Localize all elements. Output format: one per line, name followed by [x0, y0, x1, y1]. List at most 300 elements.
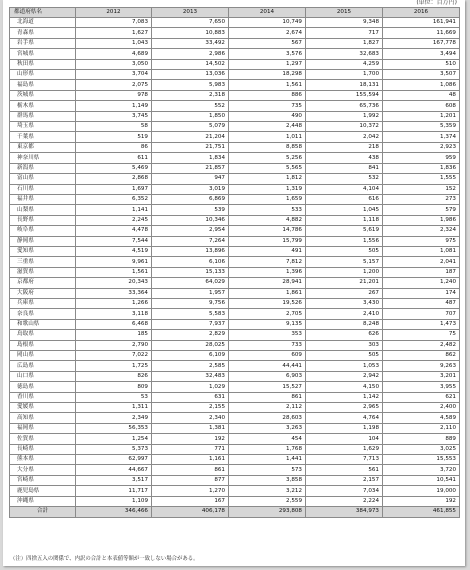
value-cell-2016: 15,553	[383, 455, 460, 465]
value-cell-2012: 1,141	[76, 205, 152, 215]
value-cell-2016: 167,778	[383, 38, 460, 48]
value-cell-2014: 573	[229, 465, 306, 475]
table-row	[10, 309, 460, 319]
table-row	[10, 455, 460, 465]
value-cell-2015: 4,764	[306, 413, 383, 423]
value-cell-2016: 1,374	[383, 132, 460, 142]
value-cell-2015: 104	[306, 434, 383, 444]
value-cell-2014: 7,812	[229, 257, 306, 267]
prefecture-cell: 静岡県	[10, 236, 76, 246]
value-cell-2015: 4,150	[306, 382, 383, 392]
table-row	[10, 257, 460, 267]
table-row	[10, 132, 460, 142]
value-cell-2013: 947	[152, 174, 229, 184]
value-cell-2016: 1,240	[383, 278, 460, 288]
value-cell-2013: 13,896	[152, 246, 229, 256]
prefecture-cell: 岐阜県	[10, 226, 76, 236]
table-row	[10, 28, 460, 38]
total-cell-2016: 461,855	[383, 507, 460, 517]
value-cell-2014: 28,603	[229, 413, 306, 423]
value-cell-2015: 21,201	[306, 278, 383, 288]
table-row	[10, 361, 460, 371]
value-cell-2014: 28,941	[229, 278, 306, 288]
value-cell-2012: 2,790	[76, 340, 152, 350]
value-cell-2013: 1,850	[152, 111, 229, 121]
value-cell-2013: 552	[152, 101, 229, 111]
table-row	[10, 184, 460, 194]
value-cell-2016: 2,110	[383, 423, 460, 433]
prefecture-cell: 宮崎県	[10, 475, 76, 485]
value-cell-2016: 2,482	[383, 340, 460, 350]
value-cell-2013: 7,937	[152, 319, 229, 329]
value-cell-2013: 10,883	[152, 28, 229, 38]
document-page	[3, 0, 465, 566]
value-cell-2016: 4,589	[383, 413, 460, 423]
prefecture-cell: 三重県	[10, 257, 76, 267]
value-cell-2012: 1,149	[76, 101, 152, 111]
table-row	[10, 205, 460, 215]
value-cell-2013: 2,986	[152, 49, 229, 59]
value-cell-2013: 33,492	[152, 38, 229, 48]
value-cell-2015: 303	[306, 340, 383, 350]
value-cell-2015: 626	[306, 330, 383, 340]
value-cell-2016: 3,201	[383, 371, 460, 381]
value-cell-2012: 33,364	[76, 288, 152, 298]
value-cell-2012: 611	[76, 153, 152, 163]
value-cell-2014: 2,448	[229, 122, 306, 132]
prefecture-cell: 栃木県	[10, 101, 76, 111]
table-row	[10, 371, 460, 381]
value-cell-2013: 167	[152, 496, 229, 506]
value-cell-2016: 1,473	[383, 319, 460, 329]
prefecture-cell: 福島県	[10, 80, 76, 90]
value-cell-2015: 1,198	[306, 423, 383, 433]
table-row	[10, 215, 460, 225]
value-cell-2012: 826	[76, 371, 152, 381]
value-cell-2013: 64,029	[152, 278, 229, 288]
value-cell-2012: 20,343	[76, 278, 152, 288]
table-row	[10, 475, 460, 485]
prefecture-cell: 高知県	[10, 413, 76, 423]
value-cell-2014: 5,256	[229, 153, 306, 163]
table-row	[10, 486, 460, 496]
table-row	[10, 163, 460, 173]
value-cell-2012: 1,254	[76, 434, 152, 444]
value-cell-2015: 561	[306, 465, 383, 475]
prefecture-cell: 島根県	[10, 340, 76, 350]
value-cell-2013: 13,036	[152, 70, 229, 80]
value-cell-2013: 1,270	[152, 486, 229, 496]
value-cell-2015: 1,045	[306, 205, 383, 215]
value-cell-2014: 8,858	[229, 142, 306, 152]
value-cell-2014: 490	[229, 111, 306, 121]
value-cell-2012: 53	[76, 392, 152, 402]
value-cell-2016: 11,669	[383, 28, 460, 38]
value-cell-2016: 3,507	[383, 70, 460, 80]
value-cell-2014: 1,441	[229, 455, 306, 465]
value-cell-2016: 975	[383, 236, 460, 246]
prefecture-cell: 福岡県	[10, 423, 76, 433]
value-cell-2016: 1,836	[383, 163, 460, 173]
value-cell-2016: 510	[383, 59, 460, 69]
table-row	[10, 319, 460, 329]
prefecture-cell: 千葉県	[10, 132, 76, 142]
value-cell-2014: 15,527	[229, 382, 306, 392]
value-cell-2013: 28,025	[152, 340, 229, 350]
table-row	[10, 496, 460, 506]
value-cell-2014: 491	[229, 246, 306, 256]
table-row	[10, 38, 460, 48]
value-cell-2012: 44,667	[76, 465, 152, 475]
value-cell-2015: 218	[306, 142, 383, 152]
value-cell-2015: 1,827	[306, 38, 383, 48]
value-cell-2013: 10,346	[152, 215, 229, 225]
prefecture-cell: 鳥取県	[10, 330, 76, 340]
value-cell-2012: 1,627	[76, 28, 152, 38]
prefecture-cell: 奈良県	[10, 309, 76, 319]
table-row	[10, 298, 460, 308]
value-cell-2012: 185	[76, 330, 152, 340]
prefecture-cell: 大阪府	[10, 288, 76, 298]
value-cell-2013: 2,829	[152, 330, 229, 340]
value-cell-2012: 978	[76, 90, 152, 100]
value-cell-2013: 1,381	[152, 423, 229, 433]
value-cell-2014: 6,903	[229, 371, 306, 381]
prefecture-data-table	[9, 7, 460, 518]
value-cell-2014: 1,297	[229, 59, 306, 69]
value-cell-2015: 717	[306, 28, 383, 38]
prefecture-cell: 和歌山県	[10, 319, 76, 329]
value-cell-2012: 1,109	[76, 496, 152, 506]
value-cell-2013: 9,756	[152, 298, 229, 308]
value-cell-2016: 959	[383, 153, 460, 163]
table-header-row	[10, 8, 460, 18]
table-row	[10, 101, 460, 111]
prefecture-cell: 長崎県	[10, 444, 76, 454]
value-cell-2013: 771	[152, 444, 229, 454]
value-cell-2015: 5,619	[306, 226, 383, 236]
value-cell-2015: 267	[306, 288, 383, 298]
value-cell-2012: 6,352	[76, 194, 152, 204]
value-cell-2012: 2,349	[76, 413, 152, 423]
value-cell-2013: 861	[152, 465, 229, 475]
prefecture-cell: 山梨県	[10, 205, 76, 215]
value-cell-2016: 621	[383, 392, 460, 402]
value-cell-2013: 5,583	[152, 309, 229, 319]
value-cell-2016: 1,555	[383, 174, 460, 184]
value-cell-2015: 1,053	[306, 361, 383, 371]
value-cell-2013: 1,161	[152, 455, 229, 465]
prefecture-cell: 佐賀県	[10, 434, 76, 444]
prefecture-cell: 鹿児島県	[10, 486, 76, 496]
value-cell-2013: 14,502	[152, 59, 229, 69]
value-cell-2015: 438	[306, 153, 383, 163]
value-cell-2014: 3,263	[229, 423, 306, 433]
value-cell-2012: 6,468	[76, 319, 152, 329]
value-cell-2014: 44,441	[229, 361, 306, 371]
value-cell-2016: 1,201	[383, 111, 460, 121]
value-cell-2014: 735	[229, 101, 306, 111]
prefecture-cell: 神奈川県	[10, 153, 76, 163]
prefecture-cell: 石川県	[10, 184, 76, 194]
value-cell-2016: 3,025	[383, 444, 460, 454]
value-cell-2013: 2,340	[152, 413, 229, 423]
value-cell-2016: 19,000	[383, 486, 460, 496]
value-cell-2013: 15,133	[152, 267, 229, 277]
value-cell-2014: 3,858	[229, 475, 306, 485]
value-cell-2015: 5,157	[306, 257, 383, 267]
value-cell-2012: 62,997	[76, 455, 152, 465]
value-cell-2015: 532	[306, 174, 383, 184]
value-cell-2016: 273	[383, 194, 460, 204]
prefecture-cell: 岡山県	[10, 351, 76, 361]
value-cell-2016: 192	[383, 496, 460, 506]
value-cell-2014: 3,576	[229, 49, 306, 59]
table-row	[10, 288, 460, 298]
value-cell-2016: 2,324	[383, 226, 460, 236]
value-cell-2016: 174	[383, 288, 460, 298]
value-cell-2012: 7,022	[76, 351, 152, 361]
value-cell-2012: 7,544	[76, 236, 152, 246]
table-row	[10, 413, 460, 423]
value-cell-2014: 886	[229, 90, 306, 100]
value-cell-2012: 3,704	[76, 70, 152, 80]
value-cell-2016: 3,955	[383, 382, 460, 392]
value-cell-2012: 4,519	[76, 246, 152, 256]
value-cell-2012: 3,118	[76, 309, 152, 319]
prefecture-cell: 山形県	[10, 70, 76, 80]
value-cell-2013: 5,983	[152, 80, 229, 90]
value-cell-2014: 1,861	[229, 288, 306, 298]
value-cell-2013: 32,483	[152, 371, 229, 381]
value-cell-2015: 1,118	[306, 215, 383, 225]
value-cell-2013: 7,264	[152, 236, 229, 246]
value-cell-2016: 579	[383, 205, 460, 215]
value-cell-2012: 5,469	[76, 163, 152, 173]
table-body	[10, 18, 460, 507]
value-cell-2013: 631	[152, 392, 229, 402]
value-cell-2015: 841	[306, 163, 383, 173]
table-row	[10, 111, 460, 121]
table-row	[10, 174, 460, 184]
prefecture-cell: 新潟県	[10, 163, 76, 173]
value-cell-2015: 1,700	[306, 70, 383, 80]
table-row	[10, 90, 460, 100]
value-cell-2013: 2,318	[152, 90, 229, 100]
value-cell-2014: 1,812	[229, 174, 306, 184]
value-cell-2015: 505	[306, 246, 383, 256]
value-cell-2016: 1,986	[383, 215, 460, 225]
value-cell-2016: 707	[383, 309, 460, 319]
value-cell-2014: 1,659	[229, 194, 306, 204]
column-header-2012: 2012	[76, 8, 152, 18]
unit-note: (単位：百万円)	[416, 0, 457, 6]
prefecture-cell: 群馬県	[10, 111, 76, 121]
value-cell-2012: 58	[76, 122, 152, 132]
table-row	[10, 49, 460, 59]
prefecture-cell: 埼玉県	[10, 122, 76, 132]
table-row	[10, 59, 460, 69]
prefecture-cell: 東京都	[10, 142, 76, 152]
prefecture-cell: 徳島県	[10, 382, 76, 392]
value-cell-2014: 1,396	[229, 267, 306, 277]
value-cell-2016: 862	[383, 351, 460, 361]
prefecture-cell: 富山県	[10, 174, 76, 184]
value-cell-2014: 19,526	[229, 298, 306, 308]
value-cell-2014: 567	[229, 38, 306, 48]
value-cell-2014: 1,768	[229, 444, 306, 454]
value-cell-2014: 1,561	[229, 80, 306, 90]
value-cell-2012: 5,373	[76, 444, 152, 454]
value-cell-2012: 86	[76, 142, 152, 152]
value-cell-2013: 2,155	[152, 403, 229, 413]
prefecture-cell: 茨城県	[10, 90, 76, 100]
footnote: （注）四捨五入の関係で、内訳の合計と本表値等額が一致しない場合がある。	[10, 556, 199, 562]
table-row	[10, 340, 460, 350]
table-row	[10, 444, 460, 454]
prefecture-cell: 秋田県	[10, 59, 76, 69]
table-row	[10, 246, 460, 256]
value-cell-2013: 1,957	[152, 288, 229, 298]
value-cell-2016: 2,400	[383, 403, 460, 413]
value-cell-2014: 1,011	[229, 132, 306, 142]
table-row	[10, 382, 460, 392]
value-cell-2015: 1,992	[306, 111, 383, 121]
value-cell-2015: 2,042	[306, 132, 383, 142]
value-cell-2013: 1,834	[152, 153, 229, 163]
prefecture-cell: 兵庫県	[10, 298, 76, 308]
value-cell-2014: 353	[229, 330, 306, 340]
total-cell-2012: 346,466	[76, 507, 152, 517]
value-cell-2013: 2,585	[152, 361, 229, 371]
value-cell-2014: 4,882	[229, 215, 306, 225]
value-cell-2015: 10,372	[306, 122, 383, 132]
value-cell-2014: 2,112	[229, 403, 306, 413]
value-cell-2012: 2,075	[76, 80, 152, 90]
value-cell-2012: 519	[76, 132, 152, 142]
value-cell-2015: 1,142	[306, 392, 383, 402]
value-cell-2015: 616	[306, 194, 383, 204]
table-row	[10, 267, 460, 277]
value-cell-2012: 3,745	[76, 111, 152, 121]
value-cell-2013: 6,109	[152, 351, 229, 361]
value-cell-2013: 21,857	[152, 163, 229, 173]
value-cell-2012: 1,697	[76, 184, 152, 194]
value-cell-2015: 32,683	[306, 49, 383, 59]
value-cell-2014: 2,559	[229, 496, 306, 506]
value-cell-2016: 608	[383, 101, 460, 111]
total-label: 合計	[10, 507, 76, 517]
value-cell-2012: 1,725	[76, 361, 152, 371]
value-cell-2016: 487	[383, 298, 460, 308]
table-row	[10, 236, 460, 246]
value-cell-2015: 2,965	[306, 403, 383, 413]
value-cell-2015: 7,034	[306, 486, 383, 496]
column-header-prefecture: 都道府県名	[10, 8, 76, 18]
table-row	[10, 226, 460, 236]
value-cell-2016: 187	[383, 267, 460, 277]
value-cell-2013: 21,204	[152, 132, 229, 142]
value-cell-2016: 2,923	[383, 142, 460, 152]
value-cell-2015: 9,348	[306, 18, 383, 28]
value-cell-2015: 1,556	[306, 236, 383, 246]
value-cell-2013: 1,029	[152, 382, 229, 392]
value-cell-2016: 161,941	[383, 18, 460, 28]
value-cell-2014: 1,319	[229, 184, 306, 194]
value-cell-2014: 3,212	[229, 486, 306, 496]
value-cell-2012: 809	[76, 382, 152, 392]
value-cell-2016: 5,359	[383, 122, 460, 132]
value-cell-2012: 7,083	[76, 18, 152, 28]
value-cell-2014: 733	[229, 340, 306, 350]
total-cell-2013: 406,178	[152, 507, 229, 517]
value-cell-2015: 1,629	[306, 444, 383, 454]
prefecture-cell: 青森県	[10, 28, 76, 38]
value-cell-2012: 1,043	[76, 38, 152, 48]
column-header-2016: 2016	[383, 8, 460, 18]
value-cell-2015: 4,259	[306, 59, 383, 69]
table-row	[10, 423, 460, 433]
value-cell-2014: 533	[229, 205, 306, 215]
prefecture-cell: 愛知県	[10, 246, 76, 256]
value-cell-2014: 9,135	[229, 319, 306, 329]
prefecture-cell: 長野県	[10, 215, 76, 225]
value-cell-2015: 1,200	[306, 267, 383, 277]
column-header-2014: 2014	[229, 8, 306, 18]
prefecture-cell: 熊本県	[10, 455, 76, 465]
value-cell-2012: 1,266	[76, 298, 152, 308]
table-row	[10, 153, 460, 163]
value-cell-2014: 861	[229, 392, 306, 402]
value-cell-2013: 7,650	[152, 18, 229, 28]
table-row	[10, 278, 460, 288]
value-cell-2012: 2,868	[76, 174, 152, 184]
column-header-2013: 2013	[152, 8, 229, 18]
prefecture-cell: 京都府	[10, 278, 76, 288]
value-cell-2015: 65,736	[306, 101, 383, 111]
prefecture-cell: 宮城県	[10, 49, 76, 59]
value-cell-2013: 2,954	[152, 226, 229, 236]
value-cell-2015: 18,131	[306, 80, 383, 90]
value-cell-2014: 454	[229, 434, 306, 444]
table-row	[10, 351, 460, 361]
value-cell-2013: 21,751	[152, 142, 229, 152]
total-row	[10, 507, 460, 517]
value-cell-2013: 5,079	[152, 122, 229, 132]
value-cell-2014: 15,799	[229, 236, 306, 246]
value-cell-2013: 192	[152, 434, 229, 444]
total-cell-2015: 384,973	[306, 507, 383, 517]
value-cell-2012: 1,311	[76, 403, 152, 413]
prefecture-cell: 香川県	[10, 392, 76, 402]
value-cell-2014: 609	[229, 351, 306, 361]
table-row	[10, 194, 460, 204]
value-cell-2012: 3,050	[76, 59, 152, 69]
value-cell-2016: 2,041	[383, 257, 460, 267]
value-cell-2015: 505	[306, 351, 383, 361]
value-cell-2015: 155,594	[306, 90, 383, 100]
total-cell-2014: 293,808	[229, 507, 306, 517]
value-cell-2015: 3,430	[306, 298, 383, 308]
value-cell-2014: 18,298	[229, 70, 306, 80]
table-row	[10, 18, 460, 28]
table-row	[10, 122, 460, 132]
prefecture-cell: 北海道	[10, 18, 76, 28]
value-cell-2016: 9,263	[383, 361, 460, 371]
value-cell-2013: 539	[152, 205, 229, 215]
value-cell-2012: 56,353	[76, 423, 152, 433]
value-cell-2016: 1,081	[383, 246, 460, 256]
